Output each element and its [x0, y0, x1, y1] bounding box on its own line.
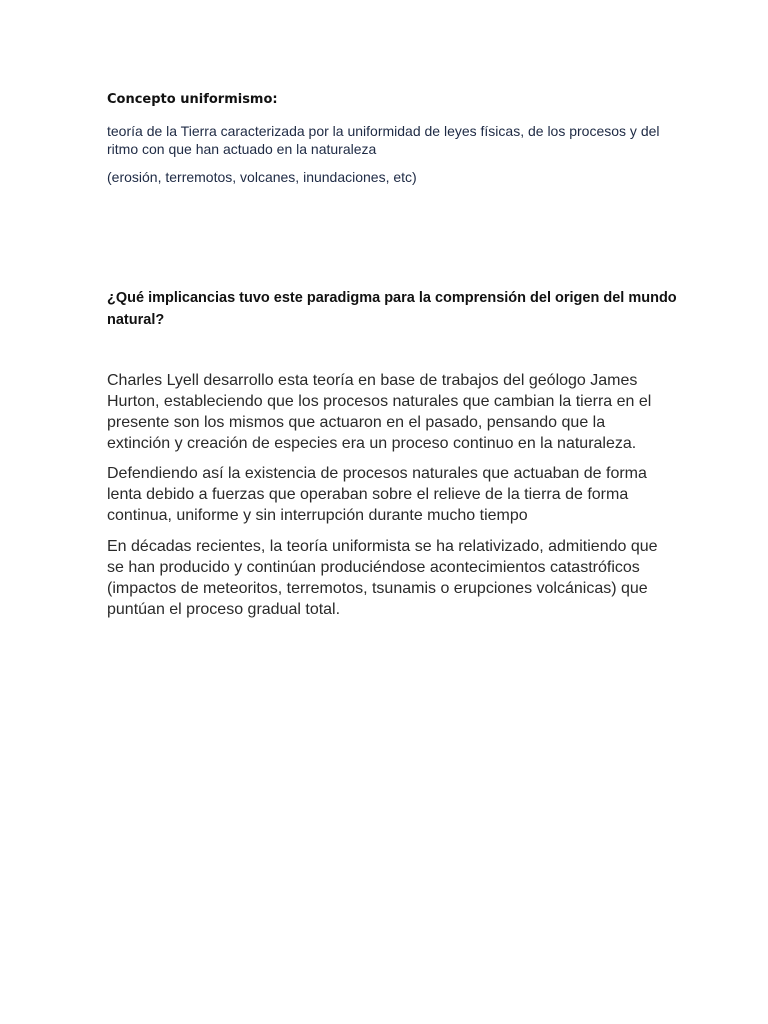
answer-paragraph-2: Defendiendo así la existencia de procesos naturales que actuaban de forma lenta debido a fuerzas que operaban sobre el relieve de la tierra de forma continua, uniforme y sin interrupción durante mucho tiempo — [107, 465, 647, 524]
concept-examples: (erosión, terremotos, volcanes, inundaciones, etc) — [107, 169, 417, 185]
concept-heading: Concepto uniformismo: — [107, 92, 278, 107]
question-heading: ¿Qué implicancias tuvo este paradigma para la comprensión del origen del mundo natural? — [107, 290, 677, 328]
answer-paragraph-1: Charles Lyell desarrollo esta teoría en base de trabajos del geólogo James Hurton, estableciendo que los procesos naturales que cambian la tierra en el presente son los mismos que actuaron en el pasado, pensando que la extinción y creación de especies era un proceso continuo en la naturaleza. — [107, 372, 652, 452]
concept-definition: teoría de la Tierra caracterizada por la uniformidad de leyes físicas, de los procesos y del ritmo con que han actuado en la naturaleza — [107, 123, 660, 157]
answer-paragraph-3: En décadas recientes, la teoría uniformista se ha relativizado, admitiendo que se han producido y continúan produciéndose acontecimientos catastróficos (impactos de meteoritos, terremotos, tsunamis o erupciones volcánicas) que puntúan el proceso gradual total. — [107, 538, 658, 618]
